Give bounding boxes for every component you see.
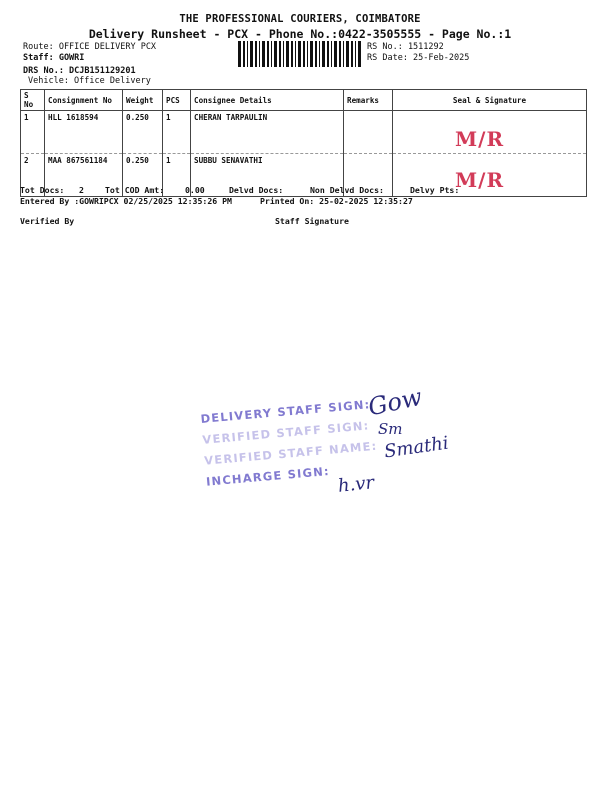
vehicle: Vehicle: Office Delivery [28,76,151,86]
barcode-bar [238,41,241,67]
col-remarks: Remarks [344,90,393,111]
barcode-bar [283,41,284,67]
barcode-bar [303,41,305,67]
stamp-verified-staff-name: VERIFIED STAFF NAME: [203,438,378,468]
cell-pcs: 1 [163,154,191,197]
barcode-bar [315,41,317,67]
table-header-row [21,90,587,111]
barcode-bar [307,41,308,67]
barcode-bar [250,41,253,67]
col-weight: Weight [123,90,163,111]
company-name: THE PROFESSIONAL COURIERS, COIMBATORE [179,13,421,25]
barcode-bar [355,41,356,67]
barcode-bar [274,41,277,67]
cell-consignment: HLL 1618594 [45,111,123,154]
table-row [21,111,587,154]
cell-weight: 0.250 [123,154,163,197]
cell-weight: 0.250 [123,111,163,154]
barcode-bar [271,41,272,67]
handwritten-delivery-sign: Gow [365,382,425,422]
tot-docs-label: Tot Docs: [20,185,65,195]
delvy-pts-label: Delvy Pts: [410,185,460,195]
barcode-bar [259,41,260,67]
barcode-bar [279,41,281,67]
cell-sno: 1 [21,111,45,154]
cell-signature [393,111,587,154]
barcode-bar [331,41,332,67]
handwritten-incharge-sign: h.vr [337,472,376,497]
route: Route: OFFICE DELIVERY PCX [23,42,157,52]
barcode-bar [346,41,349,67]
cell-consignee: CHERAN TARPAULIN [191,111,344,154]
runsheet-table [20,89,587,197]
barcode-bar [310,41,313,67]
verified-by: Verified By [20,216,75,226]
handwritten-signature: M/R [455,168,505,192]
printed-on: Printed On: 25-02-2025 12:35:27 [260,196,413,206]
delvd-docs-label: Delvd Docs: [229,185,284,195]
rs-number: RS No.: 1511292 [367,42,444,52]
tot-docs-value: 2 [79,185,84,195]
barcode-bar [267,41,269,67]
handwritten-staff-name: Smathi [382,432,450,463]
cod-value: 0.00 [185,185,205,195]
cell-pcs: 1 [163,111,191,154]
staff-signature: Staff Signature [275,216,349,226]
barcode-bar [295,41,296,67]
barcode-bar [255,41,257,67]
cod-label: Tot COD Amt: [105,185,165,195]
barcode-bar [322,41,325,67]
barcode-bar [343,41,344,67]
barcode-bar [298,41,301,67]
drs-number: DRS No.: DCJB151129201 [23,66,136,76]
barcode-bar [262,41,265,67]
cell-sno: 2 [21,154,45,197]
cell-remarks [344,111,393,154]
barcode-bar [334,41,337,67]
barcode-bar [339,41,341,67]
handwritten-verified-sign: Sm [378,420,403,438]
barcode-bar [327,41,329,67]
staff: Staff: GOWRI [23,53,85,63]
non-delvd-docs-label: Non Delvd Docs: [310,185,384,195]
handwritten-signature: M/R [455,127,505,151]
barcode-bar [286,41,289,67]
stamp-verified-staff-sign: VERIFIED STAFF SIGN: [201,418,370,447]
col-consignee: Consignee Details [191,90,344,111]
barcode-bar [358,41,361,67]
barcode-bar [291,41,293,67]
runsheet-title: Delivery Runsheet - PCX - Phone No.:0422-3505555 - Page No.:1 [88,27,512,41]
col-signature: Seal & Signature [393,90,587,111]
col-sno: S No [21,90,45,111]
entered-by: Entered By :GOWRIPCX 02/25/2025 12:35:26 PM [20,196,232,206]
stamp-delivery-staff-sign: DELIVERY STAFF SIGN: [200,397,371,426]
cell-consignment: MAA 867561184 [45,154,123,197]
col-pcs: PCS [163,90,191,111]
col-consignment: Consignment No [45,90,123,111]
barcode-bar [247,41,248,67]
barcode-bar [351,41,353,67]
barcode-bar [319,41,320,67]
cell-consignee: SUBBU SENAVATHI [191,154,344,197]
barcode [238,41,362,67]
stamp-incharge-sign: INCHARGE SIGN: [205,463,331,489]
barcode-bar [243,41,245,67]
rs-date: RS Date: 25-Feb-2025 [367,53,470,63]
